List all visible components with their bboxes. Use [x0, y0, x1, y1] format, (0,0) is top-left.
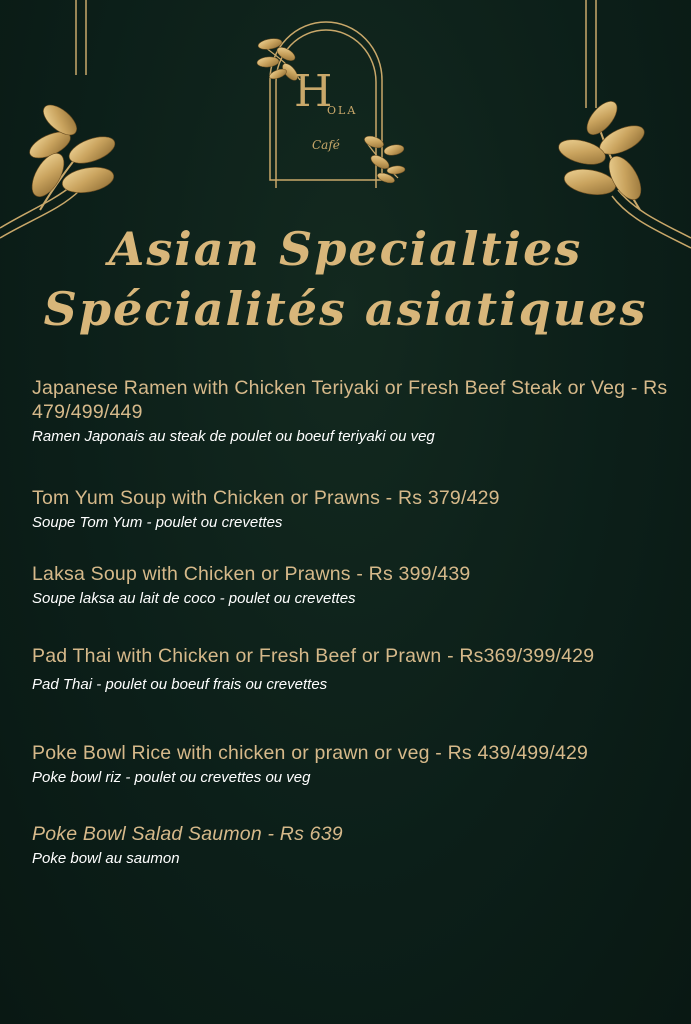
leaf-sprig-logo-bottom	[363, 134, 405, 185]
menu-item	[32, 822, 682, 868]
logo-subtitle: Café	[312, 138, 340, 152]
logo-letter: H	[294, 66, 333, 117]
menu-item-description: Poke bowl au saumon	[32, 850, 180, 867]
heading-french: Spécialités asiatiques	[43, 282, 648, 336]
leaf-sprig-right	[556, 96, 648, 210]
menu-item-description: Pad Thai - poulet ou boeuf frais ou crevettes	[32, 676, 328, 693]
heading-english: Asian Specialties	[108, 222, 583, 276]
menu-item-name: Laksa Soup with Chicken or Prawns - Rs 399/439	[32, 563, 471, 585]
logo-name: OLA	[327, 104, 358, 117]
menu-item-name: Poke Bowl Rice with chicken or prawn or veg - Rs 439/499/429	[32, 742, 589, 764]
menu-item-name: Japanese Ramen with Chicken Teriyaki or Fresh Beef Steak or Veg - Rs 479/499/449	[32, 377, 668, 423]
menu-item-description: Soupe Tom Yum - poulet ou crevettes	[32, 514, 283, 531]
menu-item	[32, 644, 682, 694]
menu-item-description: Poke bowl riz - poulet ou crevettes ou veg	[32, 769, 311, 786]
vertical-lines	[76, 0, 596, 108]
menu-item-description: Ramen Japonais au steak de poulet ou boeuf teriyaki ou veg	[32, 428, 435, 445]
menu-item-name: Poke Bowl Salad Saumon - Rs 639	[32, 823, 343, 845]
menu-item-description: Soupe laksa au lait de coco - poulet ou crevettes	[32, 590, 356, 607]
menu-item-name: Tom Yum Soup with Chicken or Prawns - Rs 379/429	[32, 487, 500, 509]
menu-item	[32, 376, 682, 446]
leaf-sprig-left	[26, 99, 119, 210]
menu-item	[32, 486, 682, 532]
menu-item-name: Pad Thai with Chicken or Fresh Beef or Prawn - Rs369/399/429	[32, 645, 595, 667]
menu-item	[32, 562, 682, 608]
menu-item	[32, 741, 682, 787]
